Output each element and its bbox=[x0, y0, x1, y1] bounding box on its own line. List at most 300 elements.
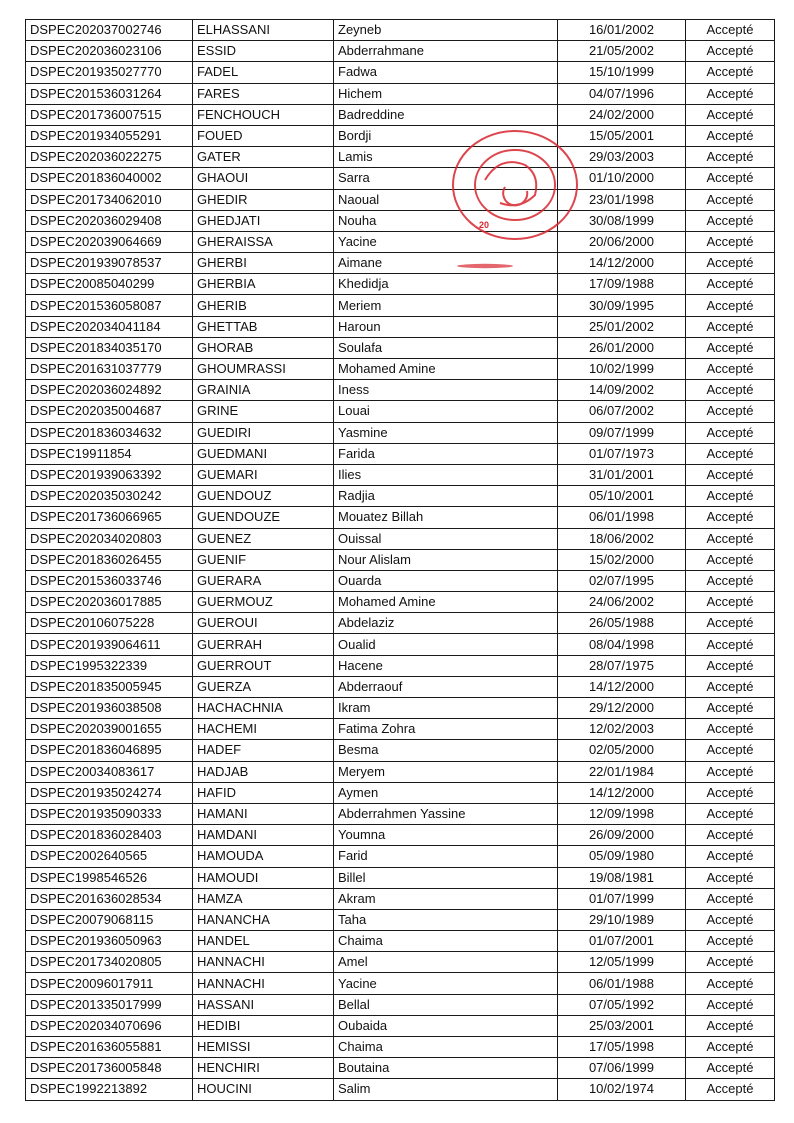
first-name-cell: Aymen bbox=[334, 782, 558, 803]
table-row bbox=[26, 464, 775, 485]
first-name-cell: Ilies bbox=[334, 464, 558, 485]
table-row bbox=[26, 676, 775, 697]
registration-id-cell: DSPEC20096017911 bbox=[26, 973, 193, 994]
registration-id-cell: DSPEC1992213892 bbox=[26, 1079, 193, 1100]
last-name-cell: HANANCHA bbox=[193, 909, 334, 930]
registration-id-cell: DSPEC1998546526 bbox=[26, 867, 193, 888]
birth-date-cell: 30/09/1995 bbox=[558, 295, 686, 316]
birth-date-cell: 21/05/2002 bbox=[558, 41, 686, 62]
registration-id-cell: DSPEC202036017885 bbox=[26, 592, 193, 613]
last-name-cell: HASSANI bbox=[193, 994, 334, 1015]
status-cell: Accepté bbox=[686, 1015, 775, 1036]
table-row bbox=[26, 189, 775, 210]
status-cell: Accepté bbox=[686, 698, 775, 719]
birth-date-cell: 06/07/2002 bbox=[558, 401, 686, 422]
registration-id-cell: DSPEC201631037779 bbox=[26, 359, 193, 380]
birth-date-cell: 06/01/1998 bbox=[558, 507, 686, 528]
status-cell: Accepté bbox=[686, 464, 775, 485]
table-row bbox=[26, 486, 775, 507]
birth-date-cell: 05/09/1980 bbox=[558, 846, 686, 867]
first-name-cell: Fatima Zohra bbox=[334, 719, 558, 740]
status-cell: Accepté bbox=[686, 867, 775, 888]
birth-date-cell: 26/01/2000 bbox=[558, 337, 686, 358]
status-cell: Accepté bbox=[686, 931, 775, 952]
candidate-table bbox=[25, 19, 775, 1101]
candidate-list-page bbox=[25, 19, 775, 1101]
table-row bbox=[26, 592, 775, 613]
table-row bbox=[26, 443, 775, 464]
status-cell: Accepté bbox=[686, 973, 775, 994]
birth-date-cell: 14/12/2000 bbox=[558, 676, 686, 697]
table-row bbox=[26, 994, 775, 1015]
birth-date-cell: 06/01/1988 bbox=[558, 973, 686, 994]
status-cell: Accepté bbox=[686, 62, 775, 83]
birth-date-cell: 08/04/1998 bbox=[558, 634, 686, 655]
last-name-cell: GHERAISSA bbox=[193, 231, 334, 252]
first-name-cell: Nour Alislam bbox=[334, 549, 558, 570]
table-row bbox=[26, 1037, 775, 1058]
last-name-cell: GATER bbox=[193, 147, 334, 168]
birth-date-cell: 29/03/2003 bbox=[558, 147, 686, 168]
table-row bbox=[26, 125, 775, 146]
last-name-cell: HADEF bbox=[193, 740, 334, 761]
first-name-cell: Abderrahmane bbox=[334, 41, 558, 62]
first-name-cell: Ouarda bbox=[334, 570, 558, 591]
last-name-cell: GRINE bbox=[193, 401, 334, 422]
registration-id-cell: DSPEC201836026455 bbox=[26, 549, 193, 570]
first-name-cell: Besma bbox=[334, 740, 558, 761]
birth-date-cell: 26/05/1988 bbox=[558, 613, 686, 634]
status-cell: Accepté bbox=[686, 168, 775, 189]
registration-id-cell: DSPEC202034020803 bbox=[26, 528, 193, 549]
first-name-cell: Hichem bbox=[334, 83, 558, 104]
table-row bbox=[26, 740, 775, 761]
birth-date-cell: 05/10/2001 bbox=[558, 486, 686, 507]
last-name-cell: HEDIBI bbox=[193, 1015, 334, 1036]
table-row bbox=[26, 295, 775, 316]
birth-date-cell: 02/05/2000 bbox=[558, 740, 686, 761]
table-row bbox=[26, 698, 775, 719]
table-row bbox=[26, 20, 775, 41]
last-name-cell: HEMISSI bbox=[193, 1037, 334, 1058]
status-cell: Accepté bbox=[686, 295, 775, 316]
table-row bbox=[26, 253, 775, 274]
status-cell: Accepté bbox=[686, 486, 775, 507]
last-name-cell: FARES bbox=[193, 83, 334, 104]
status-cell: Accepté bbox=[686, 888, 775, 909]
table-row bbox=[26, 888, 775, 909]
status-cell: Accepté bbox=[686, 782, 775, 803]
status-cell: Accepté bbox=[686, 634, 775, 655]
status-cell: Accepté bbox=[686, 104, 775, 125]
first-name-cell: Chaima bbox=[334, 931, 558, 952]
status-cell: Accepté bbox=[686, 125, 775, 146]
registration-id-cell: DSPEC202036024892 bbox=[26, 380, 193, 401]
first-name-cell: Meriem bbox=[334, 295, 558, 316]
table-row bbox=[26, 952, 775, 973]
table-row bbox=[26, 634, 775, 655]
registration-id-cell: DSPEC20106075228 bbox=[26, 613, 193, 634]
first-name-cell: Abderrahmen Yassine bbox=[334, 803, 558, 824]
last-name-cell: GUERZA bbox=[193, 676, 334, 697]
last-name-cell: ESSID bbox=[193, 41, 334, 62]
birth-date-cell: 01/07/1973 bbox=[558, 443, 686, 464]
birth-date-cell: 17/09/1988 bbox=[558, 274, 686, 295]
birth-date-cell: 26/09/2000 bbox=[558, 825, 686, 846]
birth-date-cell: 28/07/1975 bbox=[558, 655, 686, 676]
last-name-cell: GUENDOUZE bbox=[193, 507, 334, 528]
last-name-cell: GUEDMANI bbox=[193, 443, 334, 464]
registration-id-cell: DSPEC20034083617 bbox=[26, 761, 193, 782]
first-name-cell: Boutaina bbox=[334, 1058, 558, 1079]
first-name-cell: Salim bbox=[334, 1079, 558, 1100]
last-name-cell: HAMANI bbox=[193, 803, 334, 824]
registration-id-cell: DSPEC201636055881 bbox=[26, 1037, 193, 1058]
last-name-cell: HAFID bbox=[193, 782, 334, 803]
status-cell: Accepté bbox=[686, 909, 775, 930]
registration-id-cell: DSPEC201835005945 bbox=[26, 676, 193, 697]
first-name-cell: Mohamed Amine bbox=[334, 359, 558, 380]
first-name-cell: Mouatez Billah bbox=[334, 507, 558, 528]
status-cell: Accepté bbox=[686, 740, 775, 761]
registration-id-cell: DSPEC201939078537 bbox=[26, 253, 193, 274]
registration-id-cell: DSPEC201935027770 bbox=[26, 62, 193, 83]
registration-id-cell: DSPEC201936038508 bbox=[26, 698, 193, 719]
birth-date-cell: 18/06/2002 bbox=[558, 528, 686, 549]
first-name-cell: Taha bbox=[334, 909, 558, 930]
first-name-cell: Soulafa bbox=[334, 337, 558, 358]
status-cell: Accepté bbox=[686, 380, 775, 401]
last-name-cell: GHEDJATI bbox=[193, 210, 334, 231]
last-name-cell: FADEL bbox=[193, 62, 334, 83]
registration-id-cell: DSPEC201935090333 bbox=[26, 803, 193, 824]
registration-id-cell: DSPEC201736005848 bbox=[26, 1058, 193, 1079]
registration-id-cell: DSPEC202035030242 bbox=[26, 486, 193, 507]
status-cell: Accepté bbox=[686, 359, 775, 380]
table-row bbox=[26, 1079, 775, 1100]
last-name-cell: GHERBI bbox=[193, 253, 334, 274]
status-cell: Accepté bbox=[686, 761, 775, 782]
table-row bbox=[26, 909, 775, 930]
first-name-cell: Abderraouf bbox=[334, 676, 558, 697]
table-row bbox=[26, 83, 775, 104]
status-cell: Accepté bbox=[686, 1037, 775, 1058]
table-row bbox=[26, 507, 775, 528]
last-name-cell: GUEDIRI bbox=[193, 422, 334, 443]
table-row bbox=[26, 655, 775, 676]
birth-date-cell: 24/06/2002 bbox=[558, 592, 686, 613]
registration-id-cell: DSPEC202036022275 bbox=[26, 147, 193, 168]
status-cell: Accepté bbox=[686, 274, 775, 295]
status-cell: Accepté bbox=[686, 825, 775, 846]
table-row bbox=[26, 761, 775, 782]
birth-date-cell: 15/02/2000 bbox=[558, 549, 686, 570]
birth-date-cell: 10/02/1974 bbox=[558, 1079, 686, 1100]
table-row bbox=[26, 613, 775, 634]
birth-date-cell: 02/07/1995 bbox=[558, 570, 686, 591]
last-name-cell: GUENIF bbox=[193, 549, 334, 570]
table-row bbox=[26, 380, 775, 401]
last-name-cell: GHETTAB bbox=[193, 316, 334, 337]
last-name-cell: ELHASSANI bbox=[193, 20, 334, 41]
last-name-cell: HAMDANI bbox=[193, 825, 334, 846]
status-cell: Accepté bbox=[686, 994, 775, 1015]
registration-id-cell: DSPEC202039064669 bbox=[26, 231, 193, 252]
status-cell: Accepté bbox=[686, 803, 775, 824]
first-name-cell: Nouha bbox=[334, 210, 558, 231]
first-name-cell: Farida bbox=[334, 443, 558, 464]
first-name-cell: Yacine bbox=[334, 231, 558, 252]
first-name-cell: Aimane bbox=[334, 253, 558, 274]
first-name-cell: Fadwa bbox=[334, 62, 558, 83]
table-row bbox=[26, 1058, 775, 1079]
status-cell: Accepté bbox=[686, 401, 775, 422]
first-name-cell: Mohamed Amine bbox=[334, 592, 558, 613]
status-cell: Accepté bbox=[686, 231, 775, 252]
status-cell: Accepté bbox=[686, 592, 775, 613]
registration-id-cell: DSPEC20079068115 bbox=[26, 909, 193, 930]
status-cell: Accepté bbox=[686, 528, 775, 549]
last-name-cell: HACHEMI bbox=[193, 719, 334, 740]
first-name-cell: Bellal bbox=[334, 994, 558, 1015]
birth-date-cell: 20/06/2000 bbox=[558, 231, 686, 252]
first-name-cell: Chaima bbox=[334, 1037, 558, 1058]
last-name-cell: GRAINIA bbox=[193, 380, 334, 401]
last-name-cell: GHORAB bbox=[193, 337, 334, 358]
last-name-cell: FENCHOUCH bbox=[193, 104, 334, 125]
last-name-cell: GHOUMRASSI bbox=[193, 359, 334, 380]
status-cell: Accepté bbox=[686, 952, 775, 973]
first-name-cell: Haroun bbox=[334, 316, 558, 337]
table-row bbox=[26, 549, 775, 570]
registration-id-cell: DSPEC201936050963 bbox=[26, 931, 193, 952]
registration-id-cell: DSPEC202039001655 bbox=[26, 719, 193, 740]
birth-date-cell: 04/07/1996 bbox=[558, 83, 686, 104]
status-cell: Accepté bbox=[686, 253, 775, 274]
last-name-cell: GUERROUT bbox=[193, 655, 334, 676]
first-name-cell: Yacine bbox=[334, 973, 558, 994]
last-name-cell: HANNACHI bbox=[193, 973, 334, 994]
registration-id-cell: DSPEC202034070696 bbox=[26, 1015, 193, 1036]
birth-date-cell: 14/12/2000 bbox=[558, 253, 686, 274]
status-cell: Accepté bbox=[686, 337, 775, 358]
registration-id-cell: DSPEC201836028403 bbox=[26, 825, 193, 846]
birth-date-cell: 12/02/2003 bbox=[558, 719, 686, 740]
registration-id-cell: DSPEC201536031264 bbox=[26, 83, 193, 104]
registration-id-cell: DSPEC201939064611 bbox=[26, 634, 193, 655]
birth-date-cell: 01/07/1999 bbox=[558, 888, 686, 909]
birth-date-cell: 14/09/2002 bbox=[558, 380, 686, 401]
first-name-cell: Iness bbox=[334, 380, 558, 401]
table-row bbox=[26, 782, 775, 803]
status-cell: Accepté bbox=[686, 549, 775, 570]
first-name-cell: Ikram bbox=[334, 698, 558, 719]
table-row bbox=[26, 528, 775, 549]
last-name-cell: GUERMOUZ bbox=[193, 592, 334, 613]
last-name-cell: GHEDIR bbox=[193, 189, 334, 210]
table-row bbox=[26, 1015, 775, 1036]
registration-id-cell: DSPEC201935024274 bbox=[26, 782, 193, 803]
first-name-cell: Lamis bbox=[334, 147, 558, 168]
first-name-cell: Youmna bbox=[334, 825, 558, 846]
registration-id-cell: DSPEC201736007515 bbox=[26, 104, 193, 125]
table-row bbox=[26, 41, 775, 62]
registration-id-cell: DSPEC20085040299 bbox=[26, 274, 193, 295]
first-name-cell: Bordji bbox=[334, 125, 558, 146]
birth-date-cell: 01/10/2000 bbox=[558, 168, 686, 189]
status-cell: Accepté bbox=[686, 613, 775, 634]
status-cell: Accepté bbox=[686, 655, 775, 676]
last-name-cell: GUENDOUZ bbox=[193, 486, 334, 507]
table-row bbox=[26, 104, 775, 125]
registration-id-cell: DSPEC201939063392 bbox=[26, 464, 193, 485]
birth-date-cell: 16/01/2002 bbox=[558, 20, 686, 41]
birth-date-cell: 23/01/1998 bbox=[558, 189, 686, 210]
table-row bbox=[26, 62, 775, 83]
status-cell: Accepté bbox=[686, 147, 775, 168]
first-name-cell: Yasmine bbox=[334, 422, 558, 443]
first-name-cell: Abdelaziz bbox=[334, 613, 558, 634]
first-name-cell: Louai bbox=[334, 401, 558, 422]
table-row bbox=[26, 422, 775, 443]
last-name-cell: GUEROUI bbox=[193, 613, 334, 634]
birth-date-cell: 15/10/1999 bbox=[558, 62, 686, 83]
birth-date-cell: 22/01/1984 bbox=[558, 761, 686, 782]
registration-id-cell: DSPEC201836046895 bbox=[26, 740, 193, 761]
table-row bbox=[26, 359, 775, 380]
table-row bbox=[26, 570, 775, 591]
registration-id-cell: DSPEC202036029408 bbox=[26, 210, 193, 231]
status-cell: Accepté bbox=[686, 507, 775, 528]
last-name-cell: HACHACHNIA bbox=[193, 698, 334, 719]
birth-date-cell: 17/05/1998 bbox=[558, 1037, 686, 1058]
birth-date-cell: 01/07/2001 bbox=[558, 931, 686, 952]
first-name-cell: Oualid bbox=[334, 634, 558, 655]
registration-id-cell: DSPEC1995322339 bbox=[26, 655, 193, 676]
first-name-cell: Hacene bbox=[334, 655, 558, 676]
last-name-cell: GUEMARI bbox=[193, 464, 334, 485]
status-cell: Accepté bbox=[686, 570, 775, 591]
table-row bbox=[26, 867, 775, 888]
last-name-cell: GUENEZ bbox=[193, 528, 334, 549]
birth-date-cell: 12/05/1999 bbox=[558, 952, 686, 973]
first-name-cell: Amel bbox=[334, 952, 558, 973]
last-name-cell: GHERBIA bbox=[193, 274, 334, 295]
table-row bbox=[26, 931, 775, 952]
table-row bbox=[26, 401, 775, 422]
status-cell: Accepté bbox=[686, 316, 775, 337]
status-cell: Accepté bbox=[686, 676, 775, 697]
first-name-cell: Radjia bbox=[334, 486, 558, 507]
birth-date-cell: 07/05/1992 bbox=[558, 994, 686, 1015]
table-row bbox=[26, 803, 775, 824]
status-cell: Accepté bbox=[686, 1058, 775, 1079]
first-name-cell: Naoual bbox=[334, 189, 558, 210]
status-cell: Accepté bbox=[686, 719, 775, 740]
first-name-cell: Akram bbox=[334, 888, 558, 909]
status-cell: Accepté bbox=[686, 20, 775, 41]
birth-date-cell: 30/08/1999 bbox=[558, 210, 686, 231]
status-cell: Accepté bbox=[686, 83, 775, 104]
last-name-cell: GHERIB bbox=[193, 295, 334, 316]
registration-id-cell: DSPEC201536033746 bbox=[26, 570, 193, 591]
table-row bbox=[26, 719, 775, 740]
table-row bbox=[26, 210, 775, 231]
last-name-cell: HAMZA bbox=[193, 888, 334, 909]
status-cell: Accepté bbox=[686, 422, 775, 443]
registration-id-cell: DSPEC202037002746 bbox=[26, 20, 193, 41]
table-row bbox=[26, 316, 775, 337]
registration-id-cell: DSPEC202035004687 bbox=[26, 401, 193, 422]
first-name-cell: Meryem bbox=[334, 761, 558, 782]
first-name-cell: Billel bbox=[334, 867, 558, 888]
first-name-cell: Sarra bbox=[334, 168, 558, 189]
birth-date-cell: 15/05/2001 bbox=[558, 125, 686, 146]
birth-date-cell: 25/01/2002 bbox=[558, 316, 686, 337]
registration-id-cell: DSPEC201734062010 bbox=[26, 189, 193, 210]
registration-id-cell: DSPEC201736066965 bbox=[26, 507, 193, 528]
status-cell: Accepté bbox=[686, 1079, 775, 1100]
registration-id-cell: DSPEC202036023106 bbox=[26, 41, 193, 62]
status-cell: Accepté bbox=[686, 189, 775, 210]
registration-id-cell: DSPEC201836040002 bbox=[26, 168, 193, 189]
first-name-cell: Ouissal bbox=[334, 528, 558, 549]
birth-date-cell: 29/12/2000 bbox=[558, 698, 686, 719]
registration-id-cell: DSPEC202034041184 bbox=[26, 316, 193, 337]
status-cell: Accepté bbox=[686, 41, 775, 62]
table-row bbox=[26, 231, 775, 252]
birth-date-cell: 09/07/1999 bbox=[558, 422, 686, 443]
last-name-cell: HENCHIRI bbox=[193, 1058, 334, 1079]
status-cell: Accepté bbox=[686, 210, 775, 231]
table-row bbox=[26, 825, 775, 846]
first-name-cell: Khedidja bbox=[334, 274, 558, 295]
last-name-cell: HOUCINI bbox=[193, 1079, 334, 1100]
birth-date-cell: 10/02/1999 bbox=[558, 359, 686, 380]
birth-date-cell: 14/12/2000 bbox=[558, 782, 686, 803]
birth-date-cell: 25/03/2001 bbox=[558, 1015, 686, 1036]
first-name-cell: Farid bbox=[334, 846, 558, 867]
birth-date-cell: 12/09/1998 bbox=[558, 803, 686, 824]
table-row bbox=[26, 168, 775, 189]
birth-date-cell: 31/01/2001 bbox=[558, 464, 686, 485]
first-name-cell: Oubaida bbox=[334, 1015, 558, 1036]
first-name-cell: Badreddine bbox=[334, 104, 558, 125]
stamp-year: 20 bbox=[479, 220, 490, 230]
status-cell: Accepté bbox=[686, 443, 775, 464]
table-row bbox=[26, 973, 775, 994]
registration-id-cell: DSPEC201834035170 bbox=[26, 337, 193, 358]
registration-id-cell: DSPEC201934055291 bbox=[26, 125, 193, 146]
last-name-cell: HADJAB bbox=[193, 761, 334, 782]
last-name-cell: GUERRAH bbox=[193, 634, 334, 655]
last-name-cell: HAMOUDA bbox=[193, 846, 334, 867]
table-row bbox=[26, 846, 775, 867]
last-name-cell: HANNACHI bbox=[193, 952, 334, 973]
last-name-cell: HAMOUDI bbox=[193, 867, 334, 888]
last-name-cell: FOUED bbox=[193, 125, 334, 146]
status-cell: Accepté bbox=[686, 846, 775, 867]
last-name-cell: GUERARA bbox=[193, 570, 334, 591]
table-row bbox=[26, 147, 775, 168]
first-name-cell: Zeyneb bbox=[334, 20, 558, 41]
registration-id-cell: DSPEC201734020805 bbox=[26, 952, 193, 973]
registration-id-cell: DSPEC201836034632 bbox=[26, 422, 193, 443]
registration-id-cell: DSPEC201536058087 bbox=[26, 295, 193, 316]
birth-date-cell: 07/06/1999 bbox=[558, 1058, 686, 1079]
table-row bbox=[26, 337, 775, 358]
candidate-table-body bbox=[26, 20, 775, 1101]
